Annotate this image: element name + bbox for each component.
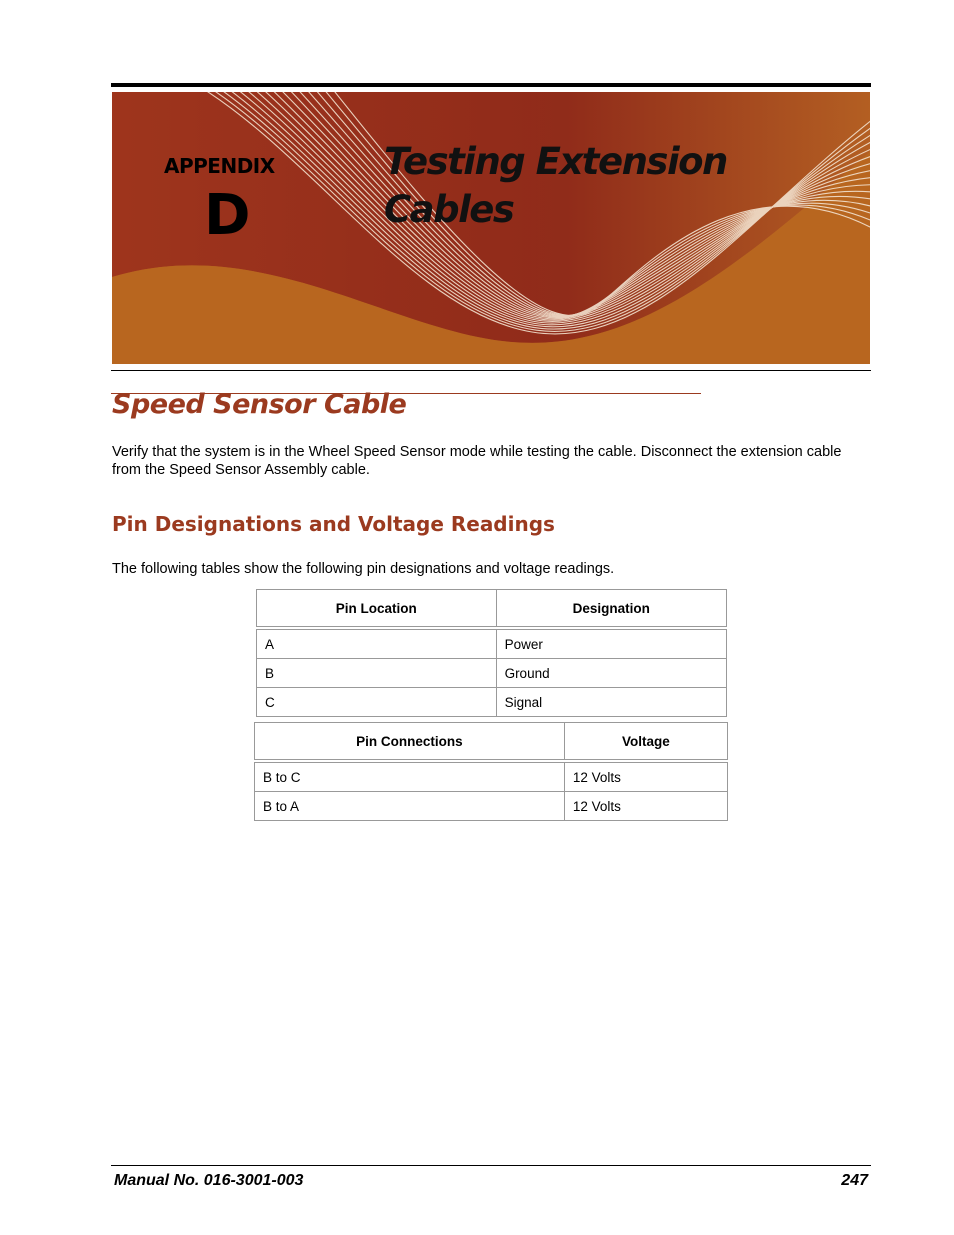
appendix-banner — [112, 92, 870, 364]
table-cell: A — [257, 628, 497, 659]
table-header-pin-connections: Pin Connections — [255, 723, 565, 762]
table-header-row — [255, 723, 728, 762]
appendix-title-line2: Cables — [384, 188, 514, 231]
section-heading: Speed Sensor Cable — [112, 389, 407, 420]
table-header-row — [257, 590, 727, 629]
table-cell: Power — [496, 628, 726, 659]
pin-designation-table — [256, 589, 727, 717]
table-row — [257, 659, 727, 688]
table-cell: B to A — [255, 792, 565, 821]
table-cell: C — [257, 688, 497, 717]
table-cell: Ground — [496, 659, 726, 688]
appendix-title-line1: Testing Extension — [384, 140, 727, 183]
table-row — [255, 792, 728, 821]
table-header-voltage: Voltage — [564, 723, 727, 762]
table-header-pin-location: Pin Location — [257, 590, 497, 629]
banner-underline — [111, 370, 871, 371]
subsection-intro: The following tables show the following pin designations and voltage readings. — [112, 561, 615, 577]
section-intro: Verify that the system is in the Wheel Speed Sensor mode while testing the cable. Disconnect the extension cable from the Speed Sensor Assembly cable. — [112, 444, 842, 478]
voltage-reading-table — [254, 722, 728, 821]
top-rule — [111, 83, 871, 87]
table-row — [257, 628, 727, 659]
subsection-heading: Pin Designations and Voltage Readings — [112, 512, 555, 536]
footer-manual-number: Manual No. 016-3001-003 — [114, 1172, 304, 1189]
appendix-title — [384, 138, 727, 234]
table-cell: Signal — [496, 688, 726, 717]
table-cell: 12 Volts — [564, 761, 727, 792]
table-cell: B to C — [255, 761, 565, 792]
appendix-letter: D — [204, 183, 251, 248]
table-row — [257, 688, 727, 717]
footer-page-number: 247 — [841, 1172, 868, 1189]
appendix-label: APPENDIX — [164, 154, 275, 178]
table-cell: 12 Volts — [564, 792, 727, 821]
table-header-designation: Designation — [496, 590, 726, 629]
table-cell: B — [257, 659, 497, 688]
table-row — [255, 761, 728, 792]
footer-rule — [111, 1165, 871, 1166]
